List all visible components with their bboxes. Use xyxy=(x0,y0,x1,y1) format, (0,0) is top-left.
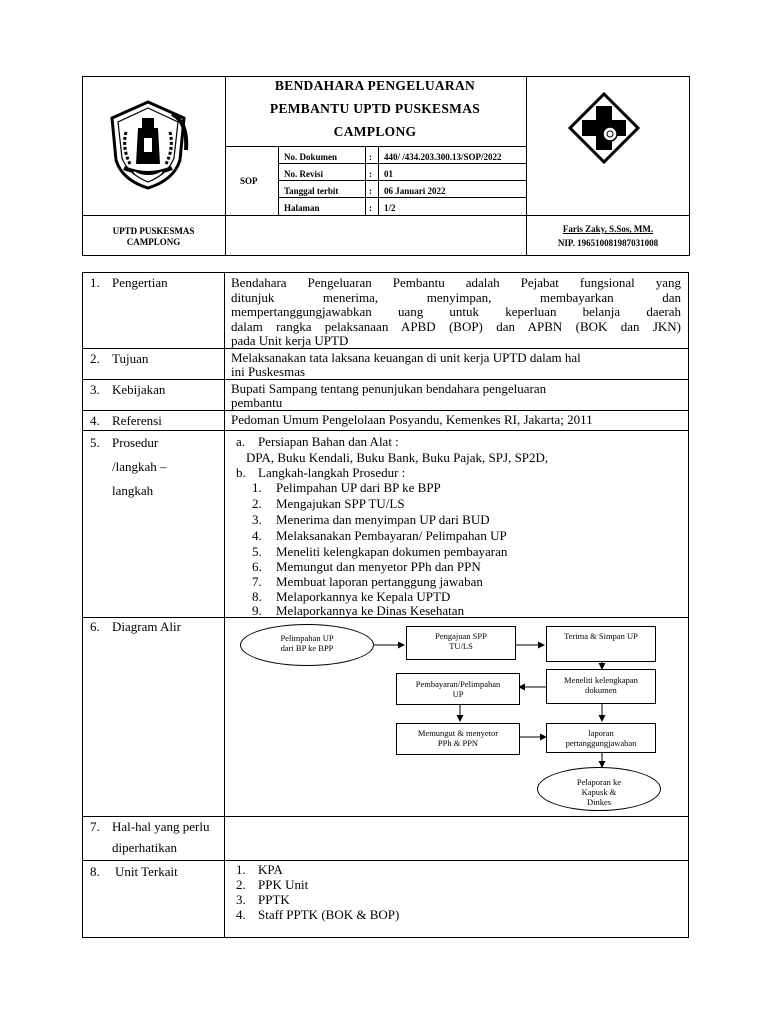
row-label: Diagram Alir xyxy=(112,619,181,634)
row-label: Tujuan xyxy=(112,351,149,366)
procedure-step: Memungut dan menyetor PPh dan PPN xyxy=(276,559,481,574)
pengertian-text-line: dalam rangka pelaksanaan APBD (BOP) dan APBN (BOK dan JKN) xyxy=(231,318,681,334)
flow-node-meneliti xyxy=(546,669,656,704)
procedure-step: Melaporkannya ke Dinas Kesehatan xyxy=(276,603,465,618)
table-column-divider xyxy=(224,272,225,938)
row-label: Referensi xyxy=(112,413,162,428)
header-divider xyxy=(278,163,526,164)
doc-field-label: No. Dokumen xyxy=(284,152,338,162)
table-row-divider xyxy=(82,348,689,349)
flow-node-text: Pembayaran/Pelimpahan xyxy=(415,679,501,689)
header-divider xyxy=(82,215,690,216)
document-title-line: BENDAHARA PENGELUARAN xyxy=(274,78,476,93)
pengertian-text-line: Bendahara Pengeluaran Pembantu adalah Pejabat fungsional yang xyxy=(231,275,681,290)
procedure-step: Melaporkannya ke Kepala UPTD xyxy=(276,589,451,604)
row-number: 4. xyxy=(90,413,100,428)
flow-node-text: Dinkes xyxy=(586,797,612,807)
step-number: 3. xyxy=(252,512,262,527)
procedure-step: Melaksanakan Pembayaran/ Pelimpahan UP xyxy=(276,528,507,543)
kebijakan-text-line: pembantu xyxy=(231,395,283,410)
flow-node-text: Memungut & menyetor xyxy=(417,728,499,738)
row-number: 8. xyxy=(90,864,100,879)
kebijakan-text-line: Bupati Sampang tentang penunjukan bendahara pengeluaran xyxy=(231,381,547,396)
flow-node-text: dari BP ke BPP xyxy=(280,643,334,653)
step-number: 5. xyxy=(252,544,262,559)
row-label: Prosedur xyxy=(112,435,159,450)
table-row-divider xyxy=(82,410,689,411)
unit-item: PPK Unit xyxy=(258,877,309,892)
flow-node-text: Meneliti kelengkapan xyxy=(564,675,638,685)
flow-node-text: Pelimpahan UP xyxy=(280,633,334,643)
flow-node-pembayaran xyxy=(396,673,520,705)
row-number: 5. xyxy=(90,435,100,450)
procedure-step: Mengajukan SPP TU/LS xyxy=(276,496,405,511)
row-number: 7. xyxy=(90,819,100,834)
doc-field-value: 01 xyxy=(384,169,393,179)
doc-field-label: No. Revisi xyxy=(284,169,323,179)
procedure-step: Pelimpahan UP dari BP ke BPP xyxy=(276,480,441,495)
tujuan-text-line: Melaksanakan tata laksana keuangan di unit kerja UPTD dalam hal xyxy=(231,350,581,365)
table-row-divider xyxy=(82,816,689,817)
flow-node-pengajuan xyxy=(406,626,516,660)
prosedur-section-title: Langkah-langkah Prosedur : xyxy=(258,465,406,480)
doc-field-label: Halaman xyxy=(284,203,320,213)
step-number: 8. xyxy=(252,589,262,604)
flow-node-terima xyxy=(546,626,656,662)
doc-field-sep: : xyxy=(369,152,372,162)
unit-number: 2. xyxy=(236,877,246,892)
step-number: 9. xyxy=(252,603,262,618)
pengertian-text-line: mempertanggungjawabkan uang untuk keperluan belanja daerah xyxy=(231,304,681,319)
step-number: 4. xyxy=(252,528,262,543)
prosedur-materials: DPA, Buku Kendali, Buku Bank, Buku Pajak, SPJ, SP2D, xyxy=(246,450,549,465)
flow-node-text: Pelaporan ke xyxy=(576,777,622,787)
flow-node-laporan xyxy=(546,723,656,753)
flow-node-text: Terima & Simpan UP xyxy=(564,631,638,641)
signer-nip: NIP. 196510081987031008 xyxy=(557,238,659,248)
flow-node-text: UP xyxy=(452,689,464,699)
unit-item: PPTK xyxy=(258,892,290,907)
doc-field-sep: : xyxy=(369,203,372,213)
flow-node-text: dokumen xyxy=(585,685,617,695)
procedure-step: Meneliti kelengkapan dokumen pembayaran xyxy=(276,544,508,559)
step-number: 6. xyxy=(252,559,262,574)
row-label: Hal-hal yang perlu xyxy=(112,819,210,834)
procedure-step: Membuat laporan pertanggung jawaban xyxy=(276,574,483,589)
tujuan-text-line: ini Puskesmas xyxy=(231,364,306,379)
table-row-divider xyxy=(82,860,689,861)
prosedur-section-title: Persiapan Bahan dan Alat : xyxy=(258,434,399,449)
unit-number: 1. xyxy=(236,862,246,877)
procedure-step: Menerima dan menyimpan UP dari BUD xyxy=(276,512,490,527)
doc-field-label: Tanggal terbit xyxy=(284,186,339,196)
flow-node-text: laporan xyxy=(588,728,614,738)
row-label: Kebijakan xyxy=(112,382,166,397)
unit-number: 3. xyxy=(236,892,246,907)
flow-node-text: TU/LS xyxy=(449,641,473,651)
header-divider xyxy=(278,197,526,198)
leaf-ornament-icon xyxy=(170,112,190,152)
table-row-divider xyxy=(82,379,689,380)
doc-field-value: 1/2 xyxy=(384,203,396,213)
step-number: 2. xyxy=(252,496,262,511)
flow-node-text: PPh & PPN xyxy=(437,738,479,748)
header-divider xyxy=(225,146,526,147)
header-divider xyxy=(278,180,526,181)
flow-node-text: pertanggungjawaban xyxy=(565,738,637,748)
puskesmas-cross-logo-icon xyxy=(568,92,640,164)
flow-node-pelaporan xyxy=(537,767,661,811)
row-number: 6. xyxy=(90,619,100,634)
list-marker: b. xyxy=(236,465,246,480)
list-marker: a. xyxy=(236,434,246,449)
pengertian-text-line: pada Unit kerja UPTD xyxy=(231,333,349,348)
flow-node-memungut xyxy=(396,723,520,755)
org-name: UPTD PUSKESMAS xyxy=(112,226,195,236)
row-number: 2. xyxy=(90,351,100,366)
sop-label: SOP xyxy=(240,176,258,186)
row-number: 1. xyxy=(90,275,100,290)
unit-item: Staff PPTK (BOK & BOP) xyxy=(258,907,400,922)
row-label: Unit Terkait xyxy=(115,864,178,879)
row-number: 3. xyxy=(90,382,100,397)
step-number: 1. xyxy=(252,480,262,495)
step-number: 7. xyxy=(252,574,262,589)
flow-node-text: Kapusk & xyxy=(581,787,617,797)
unit-number: 4. xyxy=(236,907,246,922)
doc-field-sep: : xyxy=(369,186,372,196)
signer-name: Faris Zaky, S.Sos, MM. xyxy=(562,224,654,234)
doc-field-value: 440/ /434.203.300.13/SOP/2022 xyxy=(384,152,502,162)
doc-field-sep: : xyxy=(369,169,372,179)
row-label: langkah xyxy=(112,483,154,498)
doc-field-value: 06 Januari 2022 xyxy=(384,186,446,196)
org-name: CAMPLONG xyxy=(126,237,181,247)
row-label: Pengertian xyxy=(112,275,168,290)
flow-node-pelimpahan xyxy=(240,624,374,666)
pengertian-text-line: ditunjuk menerima, menyimpan, membayarkan dan xyxy=(231,289,681,305)
flow-node-text: Pengajuan SPP xyxy=(435,631,487,641)
document-title-line: CAMPLONG xyxy=(333,124,417,139)
document-title-line: PEMBANTU UPTD PUSKESMAS xyxy=(269,101,481,116)
table-row-divider xyxy=(82,430,689,431)
referensi-text-line: Pedoman Umum Pengelolaan Posyandu, Kemenkes RI, Jakarta; 2011 xyxy=(231,412,593,427)
unit-item: KPA xyxy=(258,862,283,877)
row-label: diperhatikan xyxy=(112,840,177,855)
row-label: /langkah – xyxy=(112,459,167,474)
